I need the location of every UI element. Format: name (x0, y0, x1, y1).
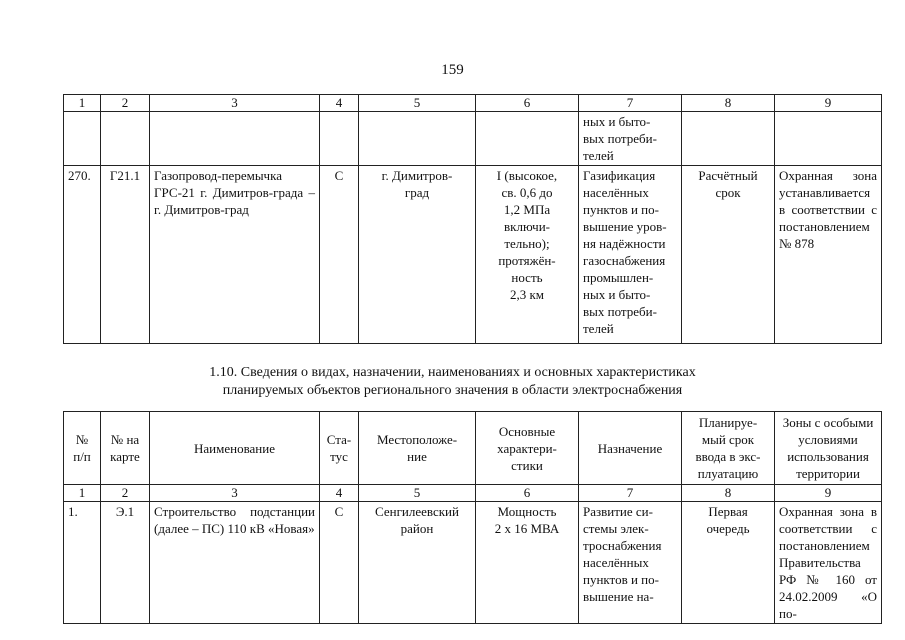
col-num: 5 (359, 95, 476, 112)
cell-location: г. Димитров- град (359, 166, 476, 344)
cell-map-code: Г21.1 (101, 166, 150, 344)
col-num: 4 (320, 485, 359, 502)
cell-characteristics: Мощность 2 х 16 МВА (476, 502, 579, 624)
col-num: 5 (359, 485, 476, 502)
gas-table (63, 94, 882, 344)
table-row (64, 502, 882, 624)
cell-map-code: Э.1 (101, 502, 150, 624)
cell-number: 1. (64, 502, 101, 624)
col-num: 6 (476, 95, 579, 112)
section-caption: 1.10. Сведения о видах, назначении, наименованиях и основных характеристиках планируемых объектов регионального значения в области электроснабжения (209, 365, 696, 398)
page-number: 159 (441, 62, 464, 78)
header-cell: Назначение (579, 412, 682, 485)
header-cell: № п/п (64, 412, 101, 485)
column-number-row (64, 485, 882, 502)
col-num: 8 (682, 485, 775, 502)
col-num: 7 (579, 95, 682, 112)
cell-term: Расчётный срок (682, 166, 775, 344)
col-num: 9 (775, 485, 882, 502)
col-num: 4 (320, 95, 359, 112)
cell-term: Первая очередь (682, 502, 775, 624)
table-row (64, 166, 882, 344)
cell-location: Сенгилеевский район (359, 502, 476, 624)
header-cell: Наименование (150, 412, 320, 485)
col-num: 2 (101, 95, 150, 112)
header-cell: Местоположе- ние (359, 412, 476, 485)
col-num: 1 (64, 95, 101, 112)
table-header-row (64, 412, 882, 485)
header-cell: № на карте (101, 412, 150, 485)
column-number-row (64, 95, 882, 112)
header-cell: Зоны с особыми условиями использования территории (775, 412, 882, 485)
cell-status: С (320, 502, 359, 624)
col-num: 6 (476, 485, 579, 502)
cell-purpose: ных и быто- вых потреби- телей (579, 112, 682, 166)
cell-name: Газопровод-перемычка ГРС-21 г. Димитров-града – г. Димитров-град (150, 166, 320, 344)
cell-purpose: Газификация населённых пунктов и по- вышение уров- ня надёжности газоснабжения промышлен- ных и быто- вых потреби- телей (579, 166, 682, 344)
electricity-table (63, 411, 882, 624)
cell-number: 270. (64, 166, 101, 344)
header-cell: Ста- тус (320, 412, 359, 485)
cell-zone: Охранная зона устанавливается в соответствии с постановлением № 878 (775, 166, 882, 344)
col-num: 8 (682, 95, 775, 112)
cell-name: Строительство подстанции (далее – ПС) 110 кВ «Новая» (150, 502, 320, 624)
col-num: 9 (775, 95, 882, 112)
header-cell: Планируе- мый срок ввода в экс- плуатацию (682, 412, 775, 485)
col-num: 3 (150, 485, 320, 502)
col-num: 3 (150, 95, 320, 112)
header-cell: Основные характери- стики (476, 412, 579, 485)
cell-purpose: Развитие си- стемы элек- троснабжения населённых пунктов и по- вышение на- (579, 502, 682, 624)
col-num: 1 (64, 485, 101, 502)
col-num: 7 (579, 485, 682, 502)
cell-status: С (320, 166, 359, 344)
table-row-continued (64, 112, 882, 166)
cell-zone: Охранная зона в соответствии с постановлением Правительства РФ № 160 от 24.02.2009 «О по- (775, 502, 882, 624)
cell-characteristics: I (высокое, св. 0,6 до 1,2 МПа включи- тельно); протяжён- ность 2,3 км (476, 166, 579, 344)
col-num: 2 (101, 485, 150, 502)
